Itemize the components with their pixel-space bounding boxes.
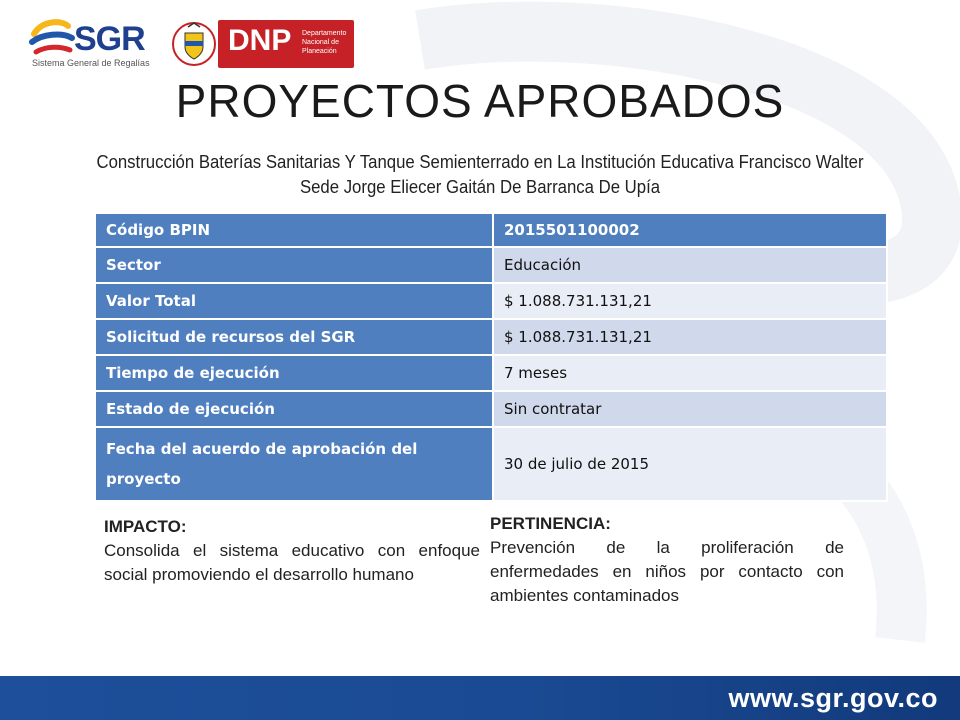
pertinencia-section bbox=[490, 512, 844, 608]
row-value: $ 1.088.731.131,21 bbox=[493, 283, 887, 319]
table-row bbox=[95, 283, 887, 319]
pertinencia-text: Prevención de la proliferación de enfermedades en niños por contacto con ambientes contaminados bbox=[490, 538, 844, 605]
table-row bbox=[95, 319, 887, 355]
row-label: Fecha del acuerdo de aprobación del proyecto bbox=[95, 427, 493, 501]
table-row bbox=[95, 427, 887, 501]
row-label: Valor Total bbox=[95, 283, 493, 319]
row-label: Tiempo de ejecución bbox=[95, 355, 493, 391]
footer-bar bbox=[0, 676, 960, 720]
page-title: PROYECTOS APROBADOS bbox=[175, 75, 785, 127]
sgr-emblem-icon bbox=[28, 14, 76, 62]
dnp-logo bbox=[172, 18, 354, 70]
row-value: 2015501100002 bbox=[493, 213, 887, 247]
dnp-logo-text: DNP bbox=[228, 24, 292, 57]
table-row bbox=[95, 213, 887, 247]
table-row bbox=[95, 247, 887, 283]
impacto-heading: IMPACTO: bbox=[104, 517, 187, 536]
sgr-logo bbox=[28, 14, 158, 74]
footer-url[interactable]: www.sgr.gov.co bbox=[728, 683, 938, 713]
colombia-shield-icon bbox=[172, 19, 216, 69]
row-value: 7 meses bbox=[493, 355, 887, 391]
pertinencia-heading: PERTINENCIA: bbox=[490, 514, 611, 533]
sgr-logo-text: SGR bbox=[74, 20, 145, 58]
sgr-logo-subtitle: Sistema General de Regalías bbox=[32, 58, 150, 68]
row-value: Sin contratar bbox=[493, 391, 887, 427]
row-label: Sector bbox=[95, 247, 493, 283]
table-row bbox=[95, 355, 887, 391]
dnp-badge bbox=[218, 20, 354, 68]
impacto-section bbox=[104, 515, 480, 587]
dnp-logo-subtitle: Departamento Nacional de Planeación bbox=[302, 30, 347, 55]
impacto-text: Consolida el sistema educativo con enfoque social promoviendo el desarrollo humano bbox=[104, 541, 480, 584]
row-label: Código BPIN bbox=[95, 213, 493, 247]
row-value: Educación bbox=[493, 247, 887, 283]
row-value: $ 1.088.731.131,21 bbox=[493, 319, 887, 355]
project-info-table bbox=[94, 212, 888, 502]
row-label: Solicitud de recursos del SGR bbox=[95, 319, 493, 355]
row-value: 30 de julio de 2015 bbox=[493, 427, 887, 501]
project-name: Construcción Baterías Sanitarias Y Tanque Semienterrado en La Institución Educativa Francisco Walter Sede Jorge Eliecer Gaitán De Barranca De Upía bbox=[96, 152, 864, 197]
table-row bbox=[95, 391, 887, 427]
row-label: Estado de ejecución bbox=[95, 391, 493, 427]
